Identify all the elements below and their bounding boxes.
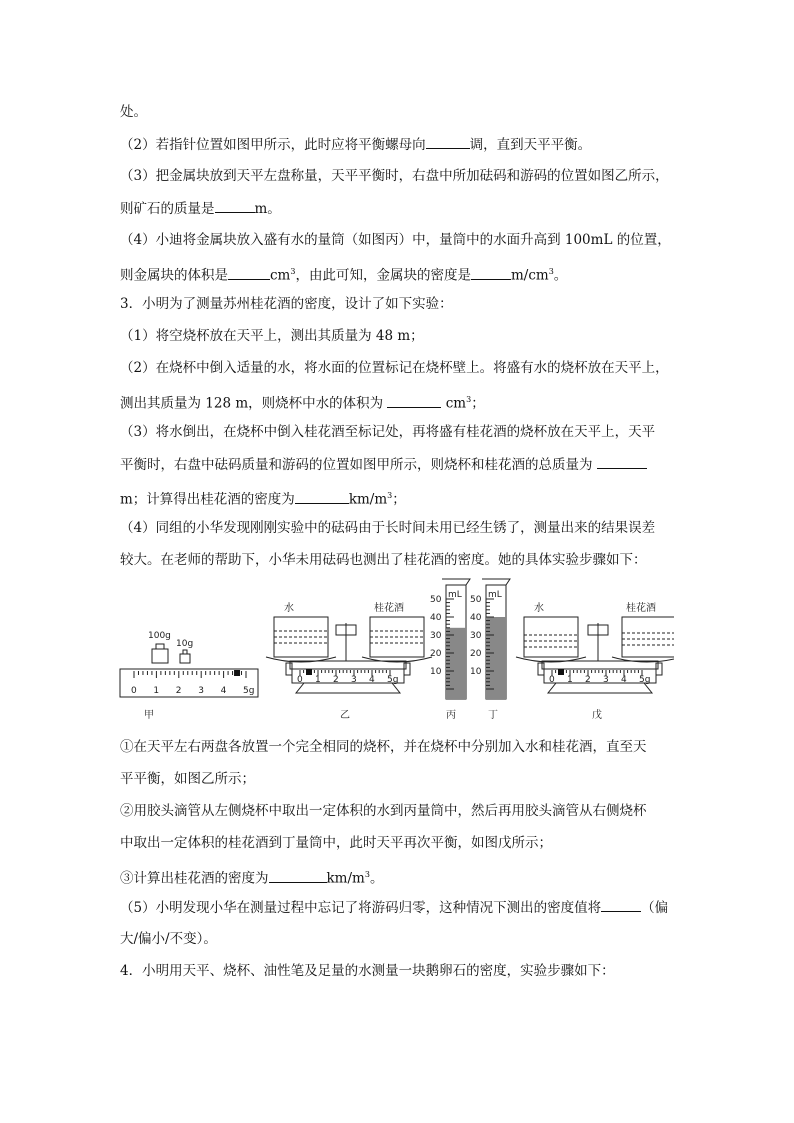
label-wine-yi: 桂花酒 xyxy=(374,603,404,614)
beaker-wine-wu xyxy=(622,617,674,657)
cylinder-tick-label: 20 xyxy=(470,649,482,659)
scale-tick-label: 2 xyxy=(585,675,591,685)
q3-c3: ③计算出桂花酒的密度为 $km/m^3$。 xyxy=(120,865,383,889)
q3-step5-line2: 大/偏小/不变）。 xyxy=(120,931,217,947)
cylinder-tick-label: 30 xyxy=(430,631,442,641)
answer-blank-volume[interactable] xyxy=(228,265,270,280)
answer-blank-total-mass[interactable] xyxy=(597,454,647,469)
scale-tick-label: 2 xyxy=(175,686,182,696)
cylinder-tick-label: 50 xyxy=(470,595,482,605)
q3-title: 3．小明为了测量苏州桂花酒的密度，设计了如下实验： xyxy=(120,296,453,312)
caption-bing: 丙 xyxy=(446,710,456,721)
scale-tick-label: 4 xyxy=(621,675,627,685)
caption-wu: 戊 xyxy=(592,710,602,721)
unit-bing: mL xyxy=(448,590,462,600)
rider xyxy=(234,670,240,676)
q3-step4-line1: （4）同组的小华发现刚刚实验中的砝码由于长时间未用已经生锈了，测量出来的结果误差 xyxy=(120,520,656,536)
answer-blank-wine-density[interactable] xyxy=(295,489,349,504)
beaker-water-wu xyxy=(524,617,578,657)
answer-blank-water-volume[interactable] xyxy=(387,393,441,408)
figure-ding xyxy=(470,579,510,721)
scale-tick-label: 0 xyxy=(131,686,137,696)
q3-step3-line1: （3）将水倒出，在烧杯中倒入桂花酒至标记处，再将盛有桂花酒的烧杯放在天平上，天平 xyxy=(120,424,656,440)
scale-tick-label: 3 xyxy=(198,686,204,696)
answer-blank-direction[interactable] xyxy=(426,134,470,149)
label-water-yi: 水 xyxy=(284,603,294,614)
scale-tick-label: 3 xyxy=(603,675,609,685)
cylinder-tick-label: 40 xyxy=(470,613,482,623)
scale-tick-label: 4 xyxy=(220,686,227,696)
unit-ding: mL xyxy=(488,590,502,600)
caption-yi: 乙 xyxy=(340,710,350,721)
cylinder-tick-label: 20 xyxy=(430,649,442,659)
cylinder-tick-label: 30 xyxy=(470,631,482,641)
answer-blank-bias[interactable] xyxy=(601,897,641,912)
scale-tick-label: 0 xyxy=(297,675,303,685)
q2-part4-line2: 则金属块的体积是 $cm^3$，由此可知，金属块的密度是 $m/cm^3$。 xyxy=(120,262,567,286)
experiment-figure xyxy=(114,565,674,733)
figure-bing xyxy=(430,579,470,721)
q2-part2: （2）若指针位置如图甲所示，此时应将平衡螺母向 调，直到天平平衡。 xyxy=(120,134,591,155)
cylinder-tick-label: 50 xyxy=(430,595,442,605)
q3-c1-line2: 平平衡，如图乙所示； xyxy=(120,771,255,787)
scale-tick-label: 2 xyxy=(333,675,339,685)
scale-tick-label: 4 xyxy=(369,675,375,685)
scale-tick-label: 0 xyxy=(549,675,555,685)
liquid-level-ding xyxy=(486,617,506,699)
caption-jia: 甲 xyxy=(144,710,154,721)
q4-title: 4．小明用天平、烧杯、油性笔及足量的水测量一块鹅卵石的密度，实验步骤如下： xyxy=(120,963,615,979)
q3-step2-line1: （2）在烧杯中倒入适量的水，将水面的位置标记在烧杯壁上。将盛有水的烧杯放在天平上， xyxy=(120,360,669,376)
rider xyxy=(558,669,564,675)
rider xyxy=(306,669,312,675)
figure-yi xyxy=(266,601,432,721)
cylinder-tick-label: 10 xyxy=(430,667,442,677)
answer-blank-c3-density[interactable] xyxy=(269,868,327,883)
caption-ding: 丁 xyxy=(488,710,498,721)
cylinder-tick-label: 40 xyxy=(430,613,442,623)
q3-step4-line2: 较大。在老师的帮助下，小华未用砝码也测出了桂花酒的密度。她的具体实验步骤如下： xyxy=(120,552,647,568)
figure-wu xyxy=(516,601,674,721)
q3-c1-line1: ①在天平左右两盘各放置一个完全相同的烧杯，并在烧杯中分别加入水和桂花酒，直至天 xyxy=(120,739,647,755)
q3-c2-line1: ②用胶头滴管从左侧烧杯中取出一定体积的水到丙量筒中，然后再用胶头滴管从右侧烧杯 xyxy=(120,803,647,819)
weight-100g-label: 100g xyxy=(148,631,171,641)
scale-tick-label: 1 xyxy=(315,675,321,685)
label-water-wu: 水 xyxy=(534,603,544,614)
q3-step2-line2: 测出其质量为 128 m，则烧杯中水的体积为 $cm^3$； xyxy=(120,390,485,414)
scale-tick-label: 1 xyxy=(153,686,160,696)
q3-step3-line3: m；计算得出桂花酒的密度为 $km/m^3$； xyxy=(120,486,406,510)
figure-jia xyxy=(120,631,258,721)
answer-blank-mass[interactable] xyxy=(215,198,255,213)
base-yi xyxy=(296,683,400,693)
q3-c2-line2: 中取出一定体积的桂花酒到丁量筒中，此时天平再次平衡，如图戊所示； xyxy=(120,835,552,851)
q2-part3-line1: （3）把金属块放到天平左盘称量，天平平衡时，右盘中所加砝码和游码的位置如图乙所示， xyxy=(120,168,669,184)
weight-100g xyxy=(152,649,168,663)
base-wu xyxy=(548,683,652,693)
scale-tick-label: 3 xyxy=(351,675,357,685)
q3-step1: （1）将空烧杯放在天平上，测出其质量为 48 m； xyxy=(120,328,424,344)
scale-tick-label: 5g xyxy=(387,675,399,685)
answer-blank-density[interactable] xyxy=(471,265,511,280)
scale-tick-label: 1 xyxy=(567,675,573,685)
q2-part4-line1: （4）小迪将金属块放入盛有水的量筒（如图丙）中，量筒中的水面升高到 100mL 的位置， xyxy=(120,232,671,248)
weight-10g xyxy=(180,654,190,663)
cylinder-tick-label: 10 xyxy=(470,667,482,677)
q3-step3-line2: 平衡时，右盘中砝码质量和游码的位置如图甲所示，则烧杯和桂花酒的总质量为 xyxy=(120,454,647,475)
weight-10g-label: 10g xyxy=(176,639,194,649)
scale-tick-label: 5g xyxy=(243,686,255,696)
q2-tail: 处。 xyxy=(120,104,147,120)
q3-step5-line1: （5）小明发现小华在测量过程中忘记了将游码归零，这种情况下测出的密度值将 （偏 xyxy=(120,897,668,918)
label-wine-wu: 桂花酒 xyxy=(626,603,656,614)
q2-part3-line2: 则矿石的质量是 m。 xyxy=(120,198,281,219)
scale-tick-label: 5g xyxy=(639,675,651,685)
